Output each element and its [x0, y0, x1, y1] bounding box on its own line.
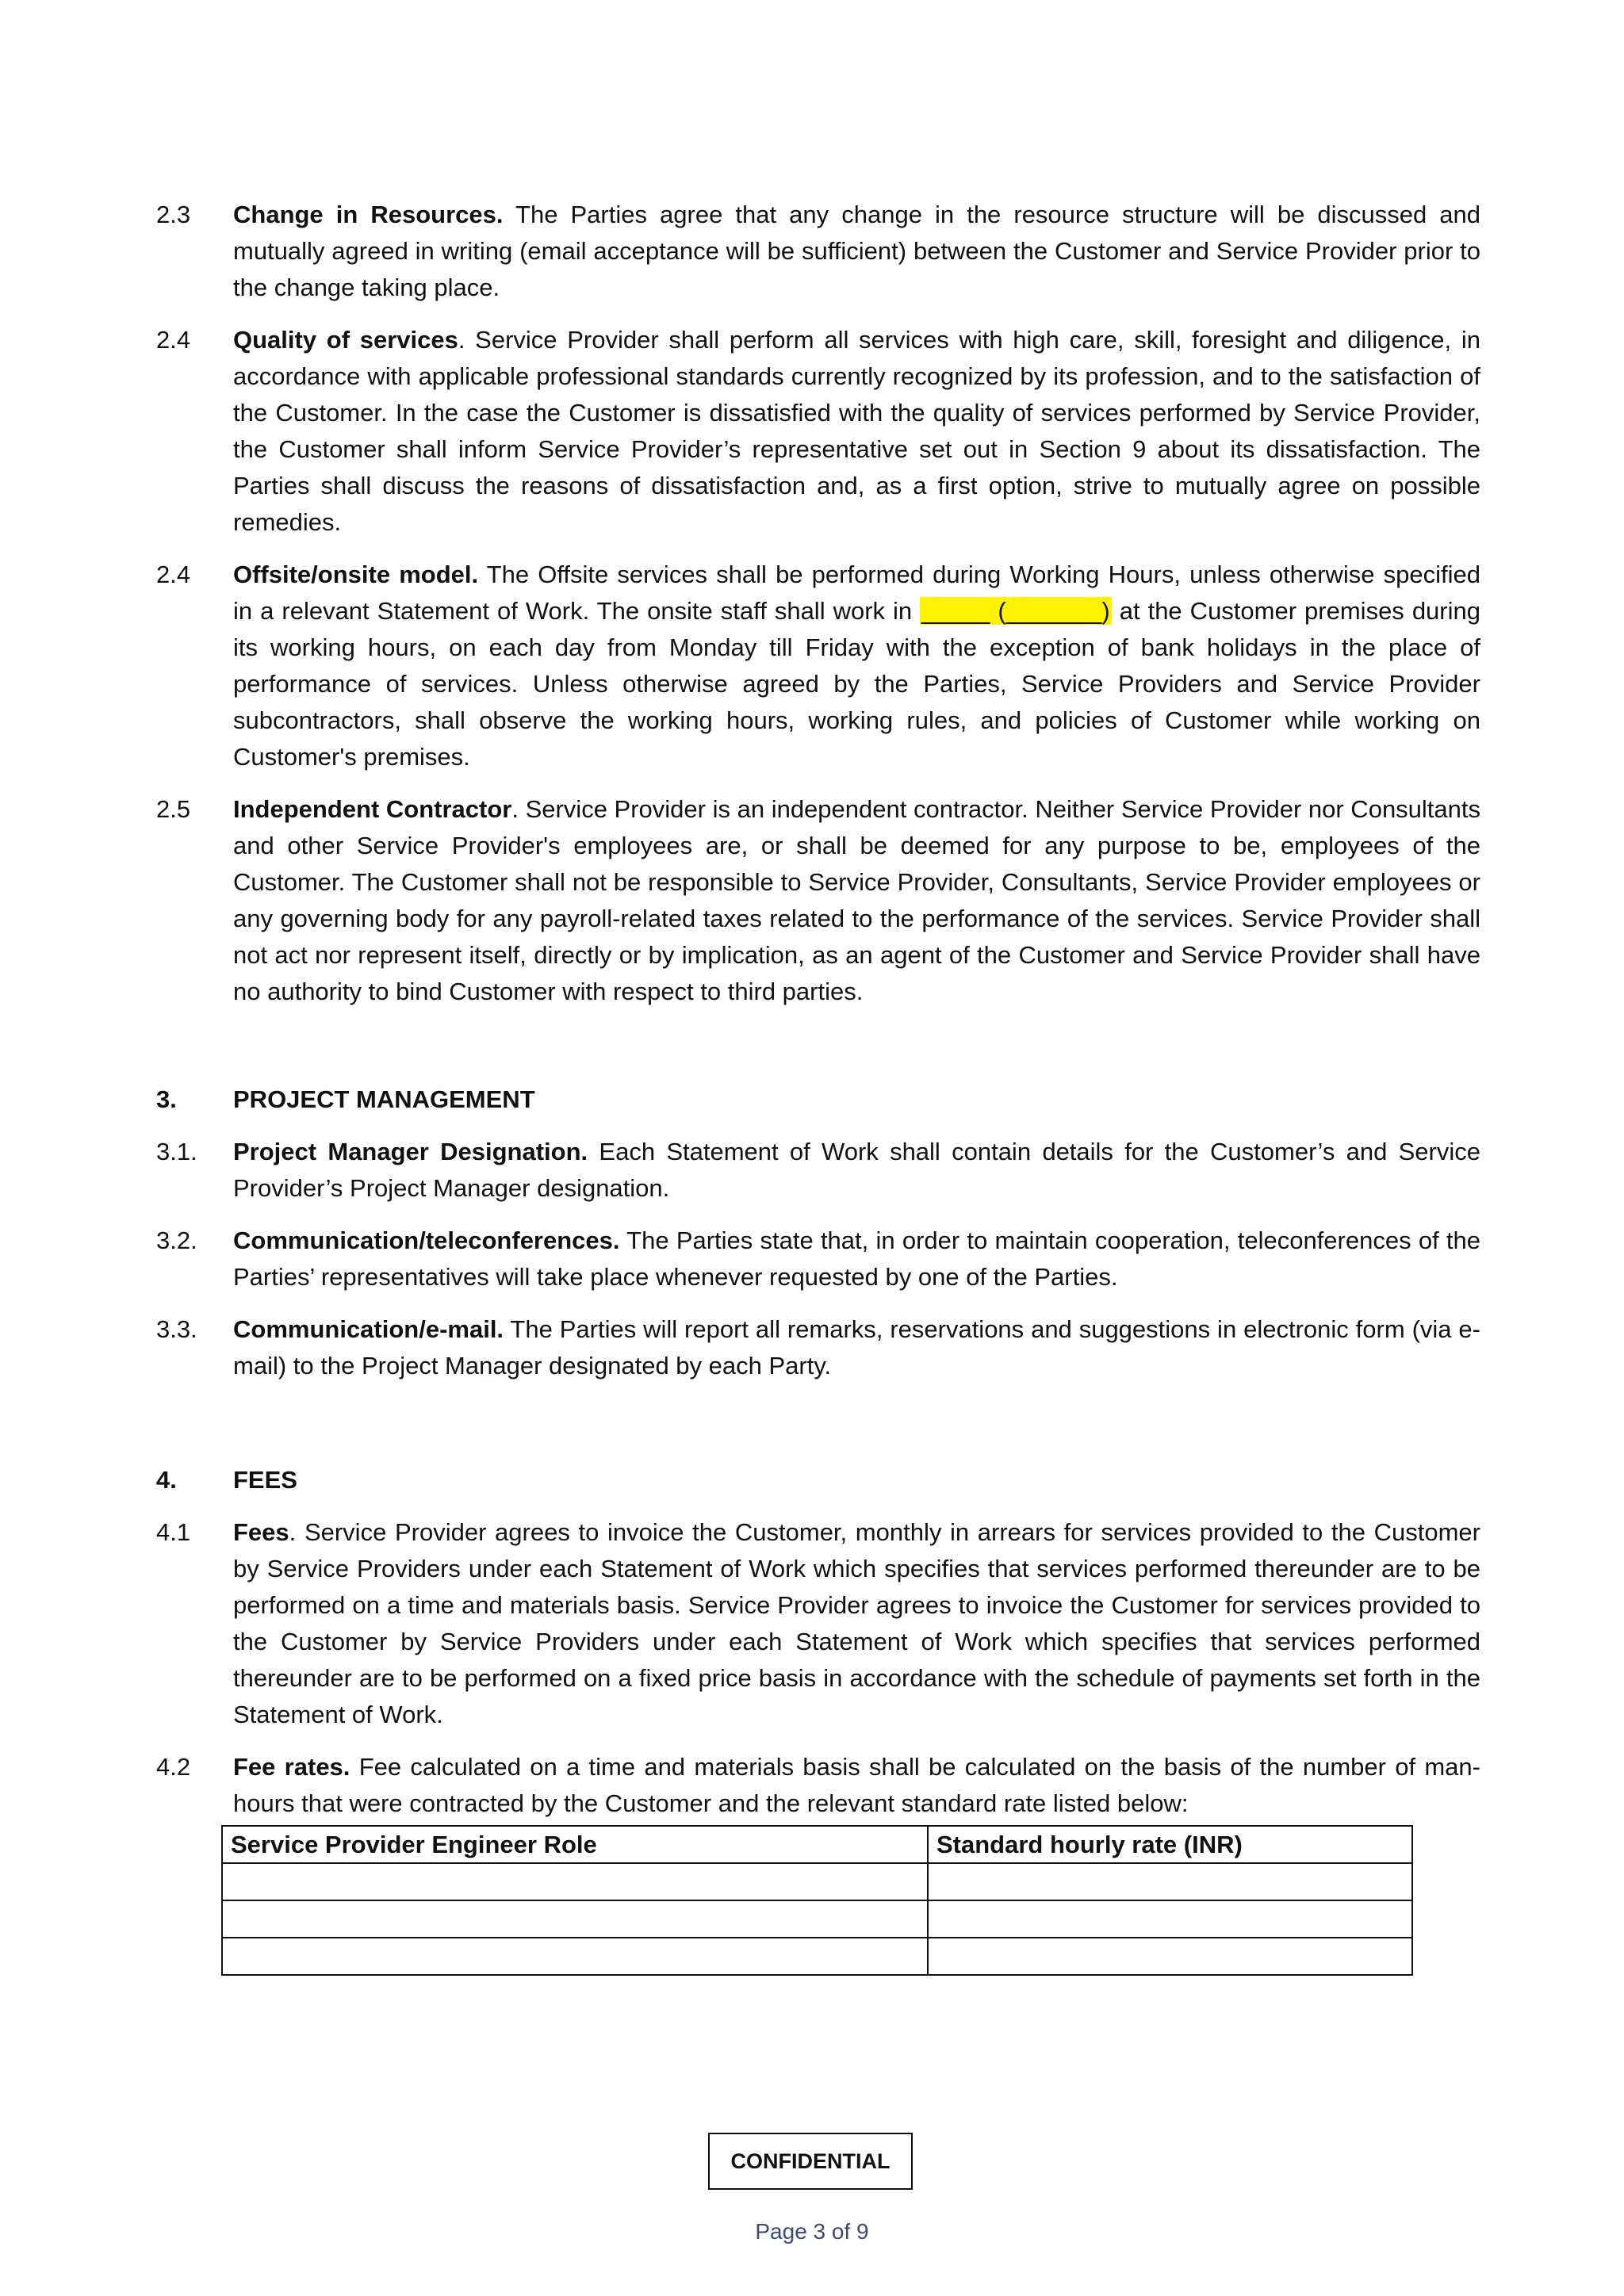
clause-4-2 — [156, 1749, 1480, 1822]
clause-2-4-offsite — [156, 557, 1480, 775]
clause-number: 4.2 — [156, 1753, 191, 1781]
clause-3-1 — [156, 1134, 1480, 1207]
table-header-row — [222, 1826, 1412, 1863]
clause-text: Each Statement of Work shall contain details for the Customer’s and Service Provider’s Project Manager designation. — [233, 1138, 1480, 1202]
table-header-cell: Service Provider Engineer Role — [222, 1826, 928, 1863]
clause-number: 4.1 — [156, 1518, 191, 1546]
section-heading-3 — [156, 1081, 1480, 1118]
page-number: Page 3 of 9 — [755, 2219, 869, 2244]
clause-title: Project Manager Designation. — [233, 1138, 588, 1165]
document-content — [156, 197, 1480, 1976]
clause-number: 3.3. — [156, 1315, 197, 1343]
clause-text: The Parties will report all remarks, reservations and suggestions in electronic form (via e-mail) to the Project Manager designated by each Party. — [233, 1315, 1480, 1380]
section-title: PROJECT MANAGEMENT — [233, 1085, 535, 1113]
clause-title: Independent Contractor — [233, 795, 512, 823]
clause-title: Quality of services — [233, 326, 458, 354]
clause-body — [233, 197, 1480, 306]
clause-number: 2.5 — [156, 795, 191, 823]
clause-2-5 — [156, 791, 1480, 1010]
section-number: 4. — [156, 1466, 177, 1494]
spacer — [156, 1026, 1480, 1081]
clause-2-4-quality — [156, 322, 1480, 541]
clause-2-3 — [156, 197, 1480, 306]
table-cell — [928, 1938, 1412, 1975]
clause-title: Fees — [233, 1518, 289, 1546]
clause-3-2 — [156, 1223, 1480, 1295]
section-number: 3. — [156, 1085, 177, 1113]
clause-text: The Parties state that, in order to maintain cooperation, teleconferences of the Parties’ representatives will take place whenever requested by one of the Parties. — [233, 1226, 1480, 1291]
table-row — [222, 1863, 1412, 1900]
clause-text: Fee calculated on a time and materials basis shall be calculated on the basis of the number of man-hours that were contracted by the Customer and the relevant standard rate listed below: — [233, 1753, 1480, 1817]
table-header-cell: Standard hourly rate (INR) — [928, 1826, 1412, 1863]
table-cell — [222, 1938, 928, 1975]
table-cell — [222, 1863, 928, 1900]
clause-body — [233, 322, 1480, 541]
section-heading-4 — [156, 1462, 1480, 1498]
table-cell — [928, 1900, 1412, 1938]
clause-number: 3.2. — [156, 1226, 197, 1254]
clause-text: . Service Provider is an independent contractor. Neither Service Provider nor Consultants and other Service Provider's employees are, or shall be deemed for any purpose to be, employees of the Customer. The Customer shall not be responsible to Service Provider, Consultants, Service Provider employees or any governing body for any payroll-related taxes related to the performance of the services. Service Provider shall not act nor represent itself, directly or by implication, as an agent of the Customer and Service Provider shall have no authority to bind Customer with respect to third parties. — [233, 795, 1481, 1005]
clause-number: 2.4 — [156, 326, 191, 354]
clause-3-3 — [156, 1311, 1480, 1384]
clause-title: Fee rates. — [233, 1753, 350, 1781]
clause-body — [233, 1749, 1480, 1822]
clause-body — [233, 1223, 1480, 1295]
table-row — [222, 1900, 1412, 1938]
confidential-label: CONFIDENTIAL — [708, 2133, 913, 2190]
rates-table — [221, 1825, 1413, 1976]
clause-number: 3.1. — [156, 1138, 197, 1165]
clause-title: Change in Resources. — [233, 201, 504, 228]
clause-text: The Parties agree that any change in the resource structure will be discussed and mutually agreed in writing (email acceptance will be sufficient) between the Customer and Service Provider prior to the change taking place. — [233, 201, 1481, 301]
clause-4-1 — [156, 1514, 1480, 1733]
highlighted-blank-field: _____ (_______) — [921, 597, 1110, 625]
clause-text: The Offsite services shall be performed during Working Hours, unless otherwise specified in a relevant Statement of Work. The onsite staff shall work in — [233, 561, 1480, 625]
clause-text-continued: at the Customer premises during its working hours, on each day from Monday till Friday with the exception of bank holidays in the place of performance of services. Unless otherwise agreed by the Parties, Service Providers and Service Provider subcontractors, shall observe the working hours, working rules, and policies of Customer while working on Customer's premises. — [233, 597, 1480, 771]
table-cell — [222, 1900, 928, 1938]
clause-body — [233, 557, 1480, 775]
clause-title: Communication/e-mail. — [233, 1315, 504, 1343]
section-title: FEES — [233, 1466, 297, 1494]
clause-body — [233, 1134, 1480, 1207]
spacer — [156, 1400, 1480, 1462]
table-row — [222, 1938, 1412, 1975]
clause-title: Communication/teleconferences. — [233, 1226, 620, 1254]
clause-text: . Service Provider shall perform all services with high care, skill, foresight and diligence, in accordance with applicable professional standards currently recognized by its profession, and to the satisfaction of the Customer. In the case the Customer is dissatisfied with the quality of services performed by Service Provider, the Customer shall inform Service Provider’s representative set out in Section 9 about its dissatisfaction. The Parties shall discuss the reasons of dissatisfaction and, as a first option, strive to mutually agree on possible remedies. — [233, 326, 1480, 536]
clause-number: 2.3 — [156, 201, 191, 228]
clause-title: Offsite/onsite model. — [233, 561, 479, 588]
clause-text: . Service Provider agrees to invoice the Customer, monthly in arrears for services provided to the Customer by Service Providers under each Statement of Work which specifies that services performed thereunder are to be performed on a time and materials basis. Service Provider agrees to invoice the Customer for services provided to the Customer by Service Providers under each Statement of Work which specifies that services performed thereunder are to be performed on a fixed price basis in accordance with the schedule of payments set forth in the Statement of Work. — [233, 1518, 1480, 1728]
clause-body — [233, 1514, 1480, 1733]
clause-body — [233, 1311, 1480, 1384]
table-cell — [928, 1863, 1412, 1900]
clause-body — [233, 791, 1480, 1010]
clause-number: 2.4 — [156, 561, 191, 588]
